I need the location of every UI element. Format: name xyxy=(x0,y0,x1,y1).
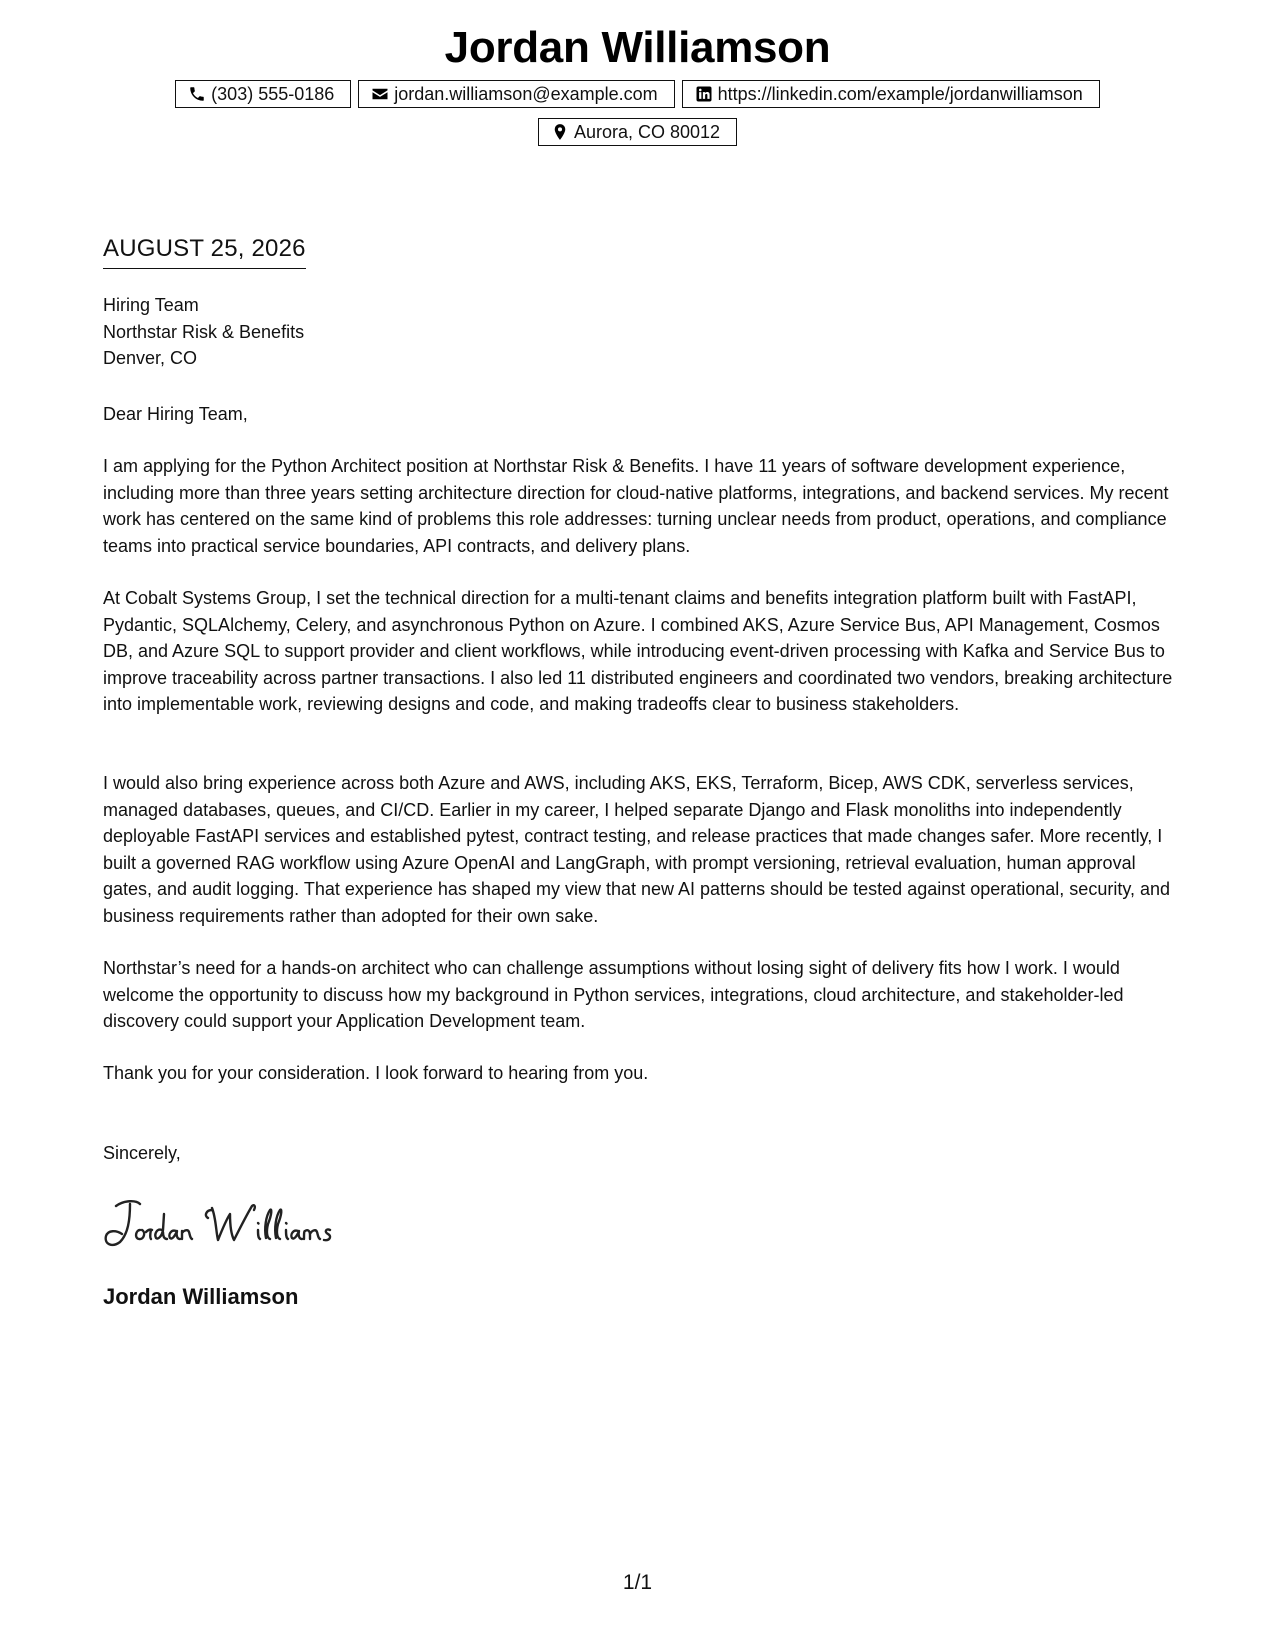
linkedin-icon xyxy=(695,85,713,103)
email-chip[interactable] xyxy=(358,80,674,108)
body-paragraph: I am applying for the Python Architect position at Northstar Risk & Benefits. I have 11 years of software development experience, including more than three years setting architecture direction for cloud-native platforms, integrations, and backend services. My recent work has centered on the same kind of problems this role addresses: turning unclear needs from product, operations, and compliance teams into practical service boundaries, API contracts, and delivery plans. xyxy=(103,456,1169,556)
email-address: jordan.williamson@example.com xyxy=(394,84,658,104)
recipient-line: Northstar Risk & Benefits xyxy=(103,321,305,342)
applicant-name: Jordan Williamson xyxy=(444,23,831,72)
location-chip xyxy=(538,118,737,146)
handwritten-signature xyxy=(100,1194,370,1254)
page-number: 1/1 xyxy=(622,1571,653,1594)
envelope-icon xyxy=(371,85,389,103)
body-paragraph: Northstar’s need for a hands-on architect who can challenge assumptions without losing sight of delivery fits how I work. I would welcome the opportunity to discuss how my background in Python services, integrations, cloud architecture, and stakeholder-led discovery could support your Application Development team. xyxy=(103,958,1124,1031)
recipient-block xyxy=(103,292,304,372)
location-text: Aurora, CO 80012 xyxy=(573,122,721,142)
contact-row-1 xyxy=(0,80,1275,108)
linkedin-url: https://linkedin.com/example/jordanwilliamson xyxy=(717,84,1083,104)
signer-name: Jordan Williamson xyxy=(103,1284,299,1309)
salutation: Dear Hiring Team, xyxy=(103,404,248,424)
closing: Sincerely, xyxy=(103,1143,181,1163)
body-paragraph: At Cobalt Systems Group, I set the technical direction for a multi-tenant claims and benefits integration platform built with FastAPI, Pydantic, SQLAlchemy, Celery, and asynchronous Python on Azure. I combined AKS, Azure Service Bus, API Management, Cosmos DB, and Azure SQL to support provider and client workflows, while introducing event-driven processing with Kafka and Service Bus to improve traceability across partner transactions. I also led 11 distributed engineers and coordinated two vendors, breaking architecture into implementable work, reviewing designs and code, and making tradeoffs clear to business stakeholders. xyxy=(103,588,1173,714)
recipient-line: Hiring Team xyxy=(103,295,199,315)
contact-row-2 xyxy=(0,118,1275,146)
phone-number: (303) 555-0186 xyxy=(211,84,335,104)
body-paragraph: I would also bring experience across both Azure and AWS, including AKS, EKS, Terraform, Bicep, AWS CDK, serverless services, managed databases, queues, and CI/CD. Earlier in my career, I helped separate Django and Flask monoliths into independently deployable FastAPI services and established pytest, contract testing, and release practices that made changes safer. More recently, I built a governed RAG workflow using Azure OpenAI and LangGraph, with prompt versioning, retrieval evaluation, human approval gates, and audit logging. That experience has shaped my view that new AI patterns should be tested against operational, security, and business requirements rather than adopted for their own sake. xyxy=(103,773,1171,926)
phone-chip xyxy=(175,80,351,108)
recipient-line: Denver, CO xyxy=(103,348,198,368)
map-marker-icon xyxy=(551,123,569,141)
letter-date: AUGUST 25, 2026 xyxy=(103,232,306,269)
body-paragraph: Thank you for your consideration. I look forward to hearing from you. xyxy=(103,1063,649,1083)
linkedin-chip[interactable] xyxy=(682,80,1100,108)
phone-icon xyxy=(188,85,206,103)
